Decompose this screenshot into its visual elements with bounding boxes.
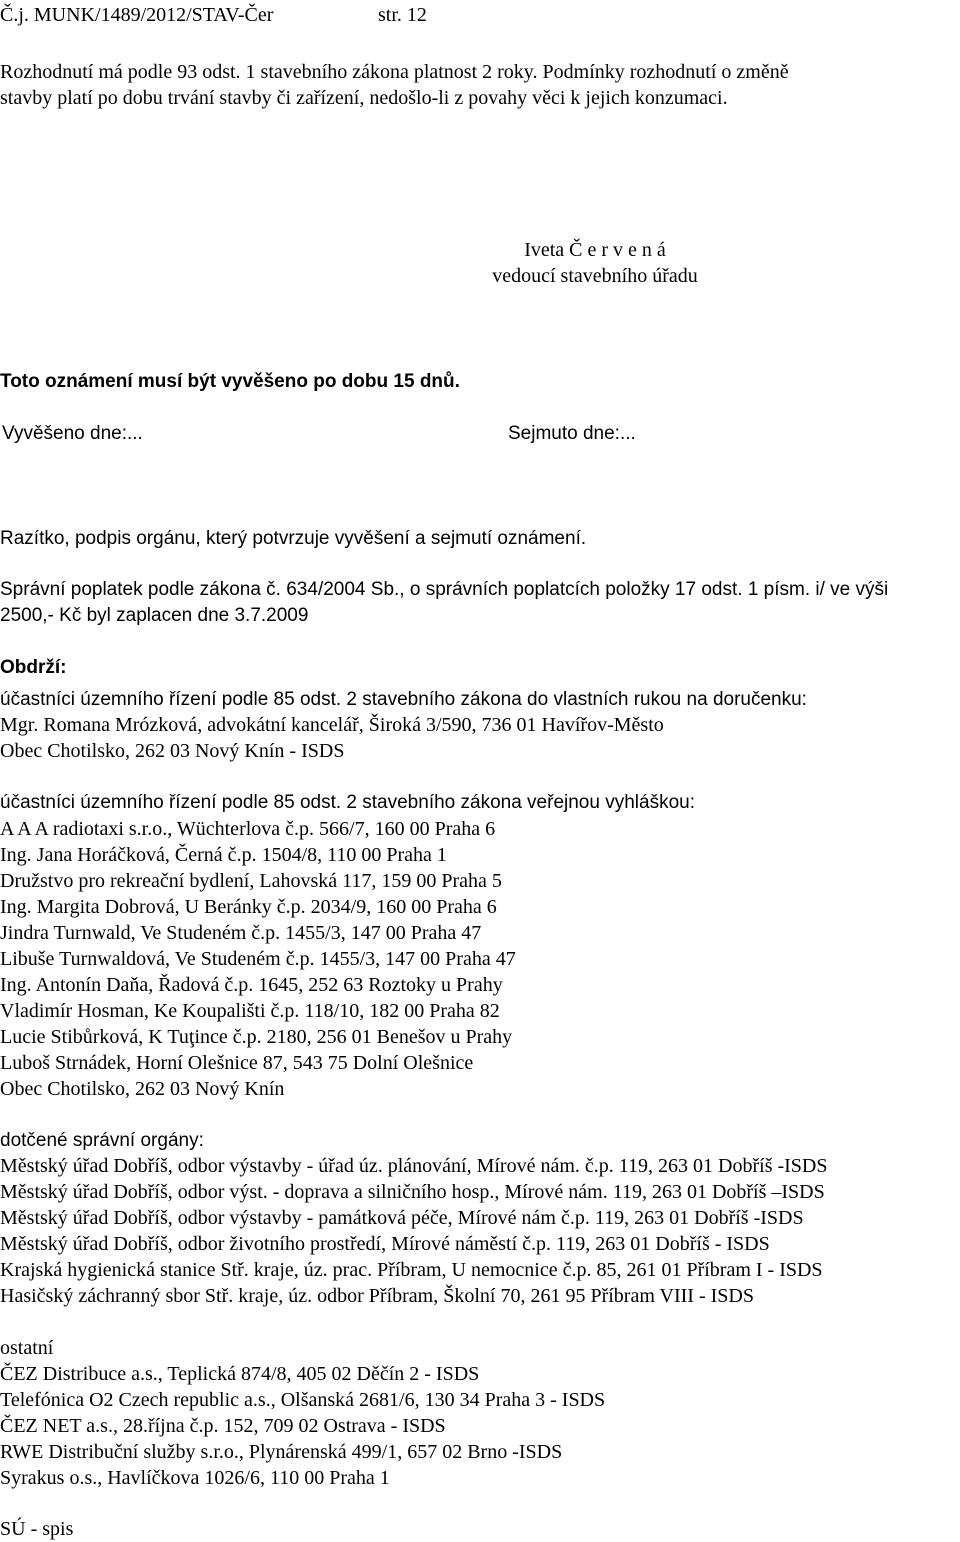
document-ref: Č.j. MUNK/1489/2012/STAV-Čer <box>0 4 274 26</box>
signatory-name: Iveta Č e r v e n á <box>524 239 666 261</box>
fee-line-1: Správní poplatek podle zákona č. 634/2004 Sb., o správních poplatcích položky 17 odst. 1 písm. i/ ve výši <box>0 579 889 600</box>
recipient-item: Mgr. Romana Mrózková, advokátní kancelář, Široká 3/590, 736 01 Havířov-Město <box>0 714 664 736</box>
recipient-item: Jindra Turnwald, Ve Studeném č.p. 1455/3, 147 00 Praha 47 <box>0 922 482 944</box>
recipient-item: Telefónica O2 Czech republic a.s., Olšanská 2681/6, 130 34 Praha 3 - ISDS <box>0 1389 606 1411</box>
recipient-item: Městský úřad Dobříš, odbor výst. - doprava a silničního hosp., Mírové nám. 119, 263 01 Dobříš –ISDS <box>0 1181 825 1203</box>
recipient-item: Obec Chotilsko, 262 03 Nový Knín <box>0 1078 285 1100</box>
signatory-title: vedoucí stavebního úřadu <box>492 265 698 287</box>
recipients-heading: Obdrží: <box>0 657 67 678</box>
posted-on-field: Vyvěšeno dne:... <box>2 423 143 444</box>
recipient-item: Ing. Margita Dobrová, U Beránky č.p. 2034/9, 160 00 Praha 6 <box>0 896 497 918</box>
group-4-heading: ostatní <box>0 1337 54 1359</box>
group-3-heading: dotčené správní orgány: <box>0 1130 204 1151</box>
recipient-item: A A A radiotaxi s.r.o., Wüchterlova č.p. 566/7, 160 00 Praha 6 <box>0 818 496 840</box>
recipient-item: Městský úřad Dobříš, odbor výstavby - úřad úz. plánování, Mírové nám. č.p. 119, 263 01 Dobříš -ISDS <box>0 1155 828 1177</box>
validity-line-2: stavby platí po dobu trvání stavby či zařízení, nedošlo-li z povahy věci k jejich konzumaci. <box>0 87 728 109</box>
recipient-item: Městský úřad Dobříš, odbor výstavby - památková péče, Mírové nám č.p. 119, 263 01 Dobříš -ISDS <box>0 1207 804 1229</box>
recipient-item: Libuše Turnwaldová, Ve Studeném č.p. 1455/3, 147 00 Praha 47 <box>0 948 516 970</box>
recipient-item: ČEZ NET a.s., 28.října č.p. 152, 709 02 Ostrava - ISDS <box>0 1415 446 1437</box>
recipient-item: Vladimír Hosman, Ke Koupališti č.p. 118/10, 182 00 Praha 82 <box>0 1000 500 1022</box>
recipient-item: RWE Distribuční služby s.r.o., Plynárenská 499/1, 657 02 Brno -ISDS <box>0 1441 563 1463</box>
removed-on-field: Sejmuto dne:... <box>508 423 636 444</box>
recipient-item: Hasičský záchranný sbor Stř. kraje, úz. odbor Příbram, Školní 70, 261 95 Příbram VIII - ISDS <box>0 1285 754 1307</box>
recipient-item: Syrakus o.s., Havlíčkova 1026/6, 110 00 Praha 1 <box>0 1467 390 1489</box>
posting-notice: Toto oznámení musí být vyvěšeno po dobu 15 dnů. <box>0 371 460 392</box>
file-note: SÚ - spis <box>0 1518 74 1540</box>
recipient-item: Lucie Stibůrková, K Tuţince č.p. 2180, 256 01 Benešov u Prahy <box>0 1026 513 1048</box>
group-2-heading: účastníci územního řízení podle 85 odst. 2 stavebního zákona veřejnou vyhláškou: <box>0 792 695 813</box>
recipient-item: Družstvo pro rekreační bydlení, Lahovská 117, 159 00 Praha 5 <box>0 870 502 892</box>
validity-line-1: Rozhodnutí má podle 93 odst. 1 stavebního zákona platnost 2 roky. Podmínky rozhodnutí o změně <box>0 61 789 83</box>
page-number: str. 12 <box>378 4 427 26</box>
recipient-item: Obec Chotilsko, 262 03 Nový Knín - ISDS <box>0 740 345 762</box>
stamp-note: Razítko, podpis orgánu, který potvrzuje vyvěšení a sejmutí oznámení. <box>0 528 587 549</box>
group-1-heading: účastníci územního řízení podle 85 odst. 2 stavebního zákona do vlastních rukou na doručenku: <box>0 689 807 710</box>
recipient-item: Krajská hygienická stanice Stř. kraje, úz. prac. Příbram, U nemocnice č.p. 85, 261 01 Příbram I - ISDS <box>0 1259 823 1281</box>
recipient-item: Ing. Jana Horáčková, Černá č.p. 1504/8, 110 00 Praha 1 <box>0 844 447 866</box>
fee-line-2: 2500,- Kč byl zaplacen dne 3.7.2009 <box>0 605 309 626</box>
recipient-item: ČEZ Distribuce a.s., Teplická 874/8, 405 02 Děčín 2 - ISDS <box>0 1363 480 1385</box>
recipient-item: Luboš Strnádek, Horní Olešnice 87, 543 75 Dolní Olešnice <box>0 1052 474 1074</box>
recipient-item: Městský úřad Dobříš, odbor životního prostředí, Mírové náměstí č.p. 119, 263 01 Dobříš - ISDS <box>0 1233 770 1255</box>
recipient-item: Ing. Antonín Daňa, Řadová č.p. 1645, 252 63 Roztoky u Prahy <box>0 974 503 996</box>
